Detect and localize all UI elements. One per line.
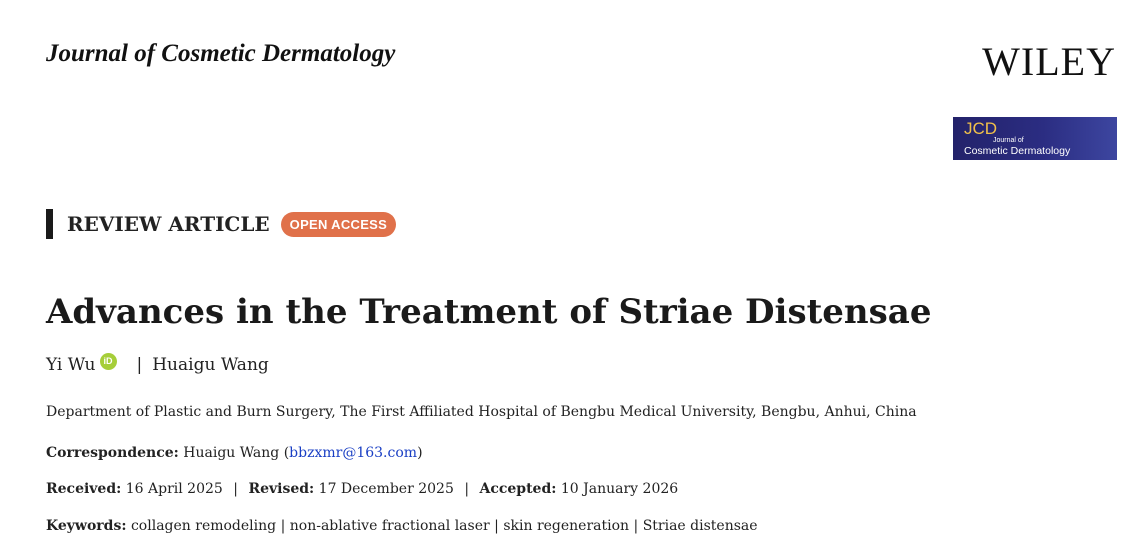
open-paren: (: [283, 445, 290, 461]
accepted-date: 10 January 2026: [560, 481, 679, 497]
keywords-label: Keywords:: [46, 518, 127, 534]
keyword-separator: |: [494, 518, 499, 534]
author-name[interactable]: Huaigu Wang: [152, 355, 269, 375]
received-date: 16 April 2025: [125, 481, 223, 497]
badge-journal-of: Journal of: [993, 137, 1024, 144]
received-label: Received:: [46, 481, 122, 497]
journal-cover-badge[interactable]: [953, 117, 1117, 160]
keyword-item[interactable]: Striae distensae: [642, 518, 758, 534]
correspondence-line: [46, 445, 423, 461]
publisher-logo[interactable]: WILEY: [982, 39, 1116, 84]
keyword-separator: |: [280, 518, 286, 534]
keyword-item[interactable]: collagen remodeling: [130, 518, 277, 534]
author-name[interactable]: Yi Wu: [46, 355, 96, 375]
keyword-item[interactable]: skin regeneration: [503, 518, 630, 534]
date-separator: |: [464, 481, 470, 497]
correspondence-name: Huaigu Wang: [183, 445, 280, 461]
keyword-separator: |: [633, 518, 639, 534]
keywords-line: [46, 518, 758, 534]
orcid-icon[interactable]: iD: [100, 353, 117, 370]
date-separator: |: [233, 481, 238, 497]
keyword-item[interactable]: non-ablative fractional laser: [289, 518, 490, 534]
dates-line: [46, 481, 678, 497]
author-list: [46, 355, 269, 375]
article-type-row: [46, 209, 396, 239]
article-type-marker: [46, 209, 53, 239]
journal-title[interactable]: Journal of Cosmetic Dermatology: [46, 40, 396, 67]
author-affiliation: Department of Plastic and Burn Surgery, The First Affiliated Hospital of Bengbu Medical University, Bengbu, Anhui, China: [46, 404, 917, 420]
author-separator: |: [136, 355, 143, 375]
revised-label: Revised:: [248, 481, 315, 497]
open-access-badge[interactable]: OPEN ACCESS: [281, 212, 396, 237]
correspondence-label: Correspondence:: [46, 445, 179, 461]
accepted-label: Accepted:: [479, 481, 557, 497]
article-title: Advances in the Treatment of Striae Distensae: [46, 292, 932, 332]
badge-journal-name: Cosmetic Dermatology: [964, 145, 1071, 157]
article-type-label: REVIEW ARTICLE: [67, 212, 270, 236]
close-paren: ): [417, 445, 423, 461]
badge-abbreviation: JCD: [964, 119, 998, 138]
correspondence-email-link[interactable]: bbzxmr@163.com: [289, 445, 418, 461]
revised-date: 17 December 2025: [318, 481, 454, 497]
